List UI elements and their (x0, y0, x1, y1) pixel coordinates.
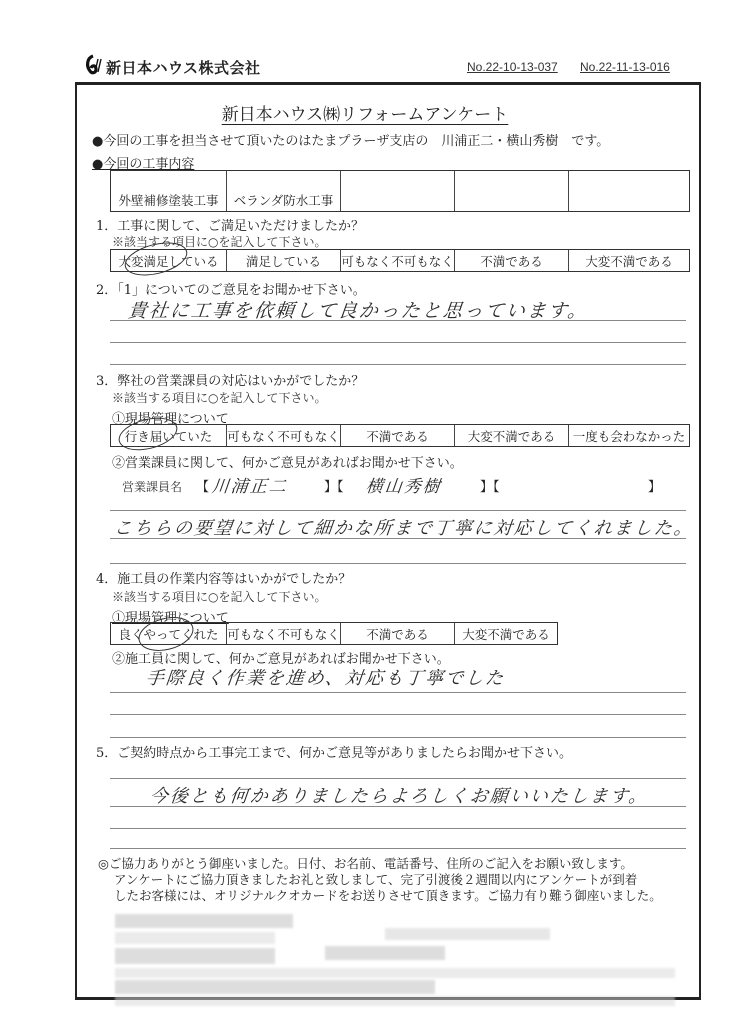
company-name: 新日本ハウス株式会社 (106, 59, 261, 77)
q3-sub1: ①現場管理について (112, 412, 229, 427)
q4-instruction: ※該当する項目に○を記入して下さい。 (112, 590, 327, 604)
footer-note: したお客様には、オリジナルクオカードをお送りさせて頂きます。ご協力有り難う御座いました。 (114, 888, 662, 903)
work-item: ベランダ防水工事 (227, 171, 341, 211)
q3-answer: こちらの要望に対して細かな所まで丁寧に対応してくれました。 (112, 518, 695, 539)
answer-line (110, 848, 686, 849)
q1-option[interactable]: 満足している (227, 250, 341, 271)
company-logo-icon (84, 54, 106, 76)
q3-instruction: ※該当する項目に○を記入して下さい。 (112, 391, 327, 405)
bracket-close: 】【 (480, 480, 500, 495)
answer-line (110, 538, 686, 539)
q1-option[interactable]: 大変不満である (585, 253, 673, 269)
form-title: 新日本ハウス㈱リフォームアンケート (221, 105, 509, 125)
q3-label: 3．弊社の営業課員の対応はいかがでしたか？ (96, 374, 365, 389)
q1-option[interactable]: 大変満足している (111, 250, 227, 271)
q1-instruction: ※該当する項目に○を記入して下さい。 (112, 235, 327, 249)
q1-option[interactable]: 不満である (455, 250, 569, 271)
q1-label: 1．工事に関して、ご満足いただけましたか？ (96, 219, 365, 234)
work-item (569, 171, 689, 211)
q3-option[interactable]: 可もなく不可もなく (227, 425, 341, 446)
work-item (455, 171, 569, 211)
staff-name: 川浦正二 (210, 477, 289, 497)
q3-option[interactable]: 不満である (341, 425, 455, 446)
q4-option[interactable]: 良くやってくれた (111, 623, 227, 644)
q3-option[interactable]: 大変不満である (455, 425, 569, 446)
q5-label: 5．ご契約時点から工事完工まで、何かご意見等がありましたらお聞かせ下さい。 (96, 746, 573, 761)
answer-line (110, 828, 686, 829)
bracket-open: 【 (196, 480, 210, 495)
q4-option[interactable]: 大変不満である (462, 626, 550, 642)
work-item: 外壁補修塗装工事 (111, 171, 227, 211)
q2-label: 2．「1」についてのご意見をお聞かせ下さい。 (96, 283, 366, 298)
q4-option[interactable]: 不満である (341, 623, 455, 644)
answer-line (110, 737, 686, 738)
q1-options (110, 249, 690, 272)
intro-text: ●今回の工事を担当させて頂いたのはたまプラーザ支店の 川浦正二・横山秀樹 です。 (92, 134, 610, 149)
work-content-table (110, 170, 690, 212)
answer-line (110, 778, 686, 779)
q4-option[interactable]: 可もなく不可もなく (227, 623, 341, 644)
staff-name: 横山秀樹 (364, 477, 443, 497)
answer-line (110, 692, 686, 693)
answer-line (110, 806, 686, 807)
bracket-close: 】 (648, 480, 662, 495)
q4-sub2: ②施工員に関して、何かご意見があればお聞かせ下さい。 (112, 652, 450, 667)
answer-line (110, 510, 686, 511)
answer-line (110, 320, 686, 321)
q4-answer: 手際良く作業を進め、対応も丁寧でした (144, 668, 507, 689)
document-number: No.22-11-13-016 (580, 60, 670, 74)
q3-sub2: ②営業課員に関して、何かご意見があればお聞かせ下さい。 (112, 456, 463, 471)
q3-option[interactable]: 一度も会わなかった (572, 428, 686, 444)
footer-note: ◎ご協力ありがとう御座いました。日付、お名前、電話番号、住所のご記入をお願い致します。 (98, 856, 633, 871)
answer-line (110, 342, 686, 343)
q3-option[interactable]: 行き届いていた (111, 425, 227, 446)
q5-answer: 今後とも何かありましたらよろしくお願いいたします。 (148, 786, 650, 807)
bracket-close: 】【 (324, 480, 344, 495)
work-item (341, 171, 455, 211)
answer-line (110, 563, 686, 564)
q1-option[interactable]: 可もなく不可もなく (341, 250, 455, 271)
staff-name-label: 営業課員名 (122, 480, 183, 494)
q4-label: 4．施工員の作業内容等はいかがでしたか？ (96, 572, 352, 587)
redacted-customer-info (115, 910, 595, 995)
q2-answer: 貴社に工事を依頼して良かったと思っています。 (126, 300, 590, 322)
document-number: No.22-10-13-037 (467, 60, 558, 74)
answer-line (110, 364, 686, 365)
q3-options (110, 424, 690, 447)
answer-line (110, 714, 686, 715)
q4-sub1: ①現場管理について (112, 611, 229, 626)
footer-note: アンケートにご協力頂きましたお礼と致しまして、完了引渡後２週間以内にアンケートが到着 (114, 872, 638, 887)
work-content-label: ●今回の工事内容 (92, 157, 195, 172)
